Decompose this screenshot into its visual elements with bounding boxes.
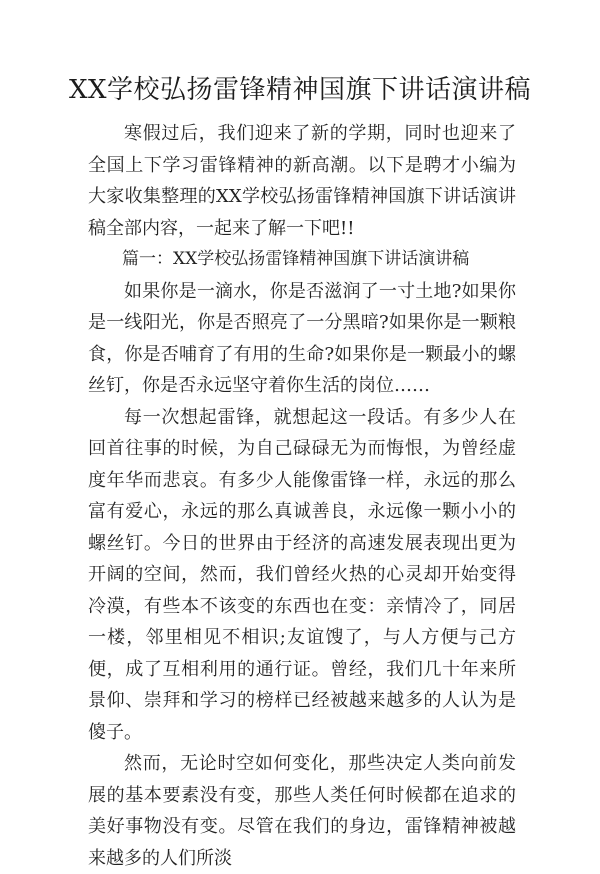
document-body: [88, 118, 516, 874]
intro-paragraph: 寒假过后，我们迎来了新的学期，同时也迎来了全国上下学习雷锋精神的新高潮。以下是聘才小编为大家收集整理的XX学校弘扬雷锋精神国旗下讲话演讲稿全部内容，一起来了解一下吧!!: [88, 123, 516, 239]
body-paragraph: 如果你是一滴水，你是否滋润了一寸土地?如果你是一线阳光，你是否照亮了一分黑暗?如果你是一颗粮食，你是否哺育了有用的生命?如果你是一颗最小的螺丝钉，你是否永远坚守着你生活的岗位……: [88, 280, 516, 396]
section-heading: 篇一：XX学校弘扬雷锋精神国旗下讲话演讲稿: [122, 249, 470, 269]
body-paragraph: 然而，无论时空如何变化，那些决定人类向前发展的基本要素没有变，那些人类任何时候都在追求的美好事物没有变。尽管在我们的身边，雷锋精神被越来越多的人们所淡: [88, 753, 516, 869]
document-title: XX学校弘扬雷锋精神国旗下讲话演讲稿: [68, 75, 532, 105]
body-paragraph: 每一次想起雷锋，就想起这一段话。有多少人在回首往事的时候，为自己碌碌无为而悔恨，为曾经虚度年华而悲哀。有多少人能像雷锋一样，永远的那么富有爱心，永远的那么真诚善良，永远像一颗小小的螺丝钉。今日的世界由于经济的高速发展表现出更为开阔的空间，然而，我们曾经火热的心灵却开始变得冷漠，有些本不该变的东西也在变：亲情冷了，同居一楼，邻里相见不相识;友谊馊了，与人方便与己方便，成了互相利用的通行证。曾经，我们几十年来所景仰、崇拜和学习的榜样已经被越来越多的人认为是傻子。: [88, 406, 516, 743]
